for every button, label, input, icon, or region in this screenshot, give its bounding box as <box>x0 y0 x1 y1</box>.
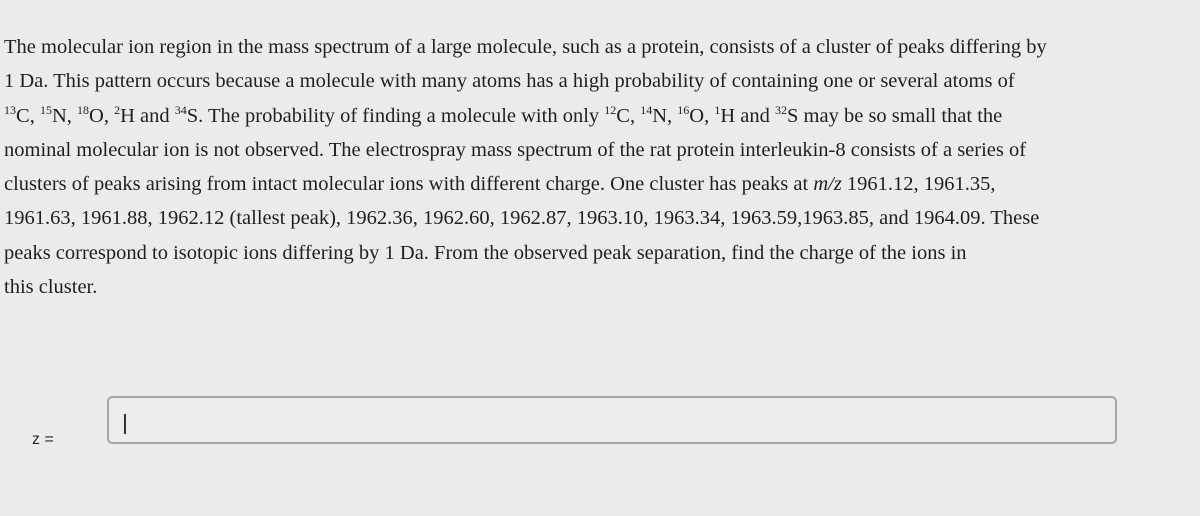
question-line-2: 1 Da. This pattern occurs because a molecule with many atoms has a high probability of containing one or several atoms of <box>4 70 1015 93</box>
question-line-8: this cluster. <box>4 276 98 299</box>
question-line-3: $^{13}$C, $^{15}$N, $^{18}$O, $^2$H and $^{34}$S. The probability of finding a molecule with only $^{12}$C, $^{14}$N, $^{16}$O, $^1$H and $^{32}$S may be so small that the <box>4 102 1003 127</box>
question-text <box>4 30 1179 304</box>
mz-symbol: m/z <box>813 173 842 196</box>
isotope-16o: $^{16}$O <box>677 102 705 127</box>
isotope-14n: $^{14}$N <box>640 102 668 127</box>
question-line-1: The molecular ion region in the mass spectrum of a large molecule, such as a protein, consists of a cluster of peaks differing by <box>4 36 1047 58</box>
isotope-13c: $^{13}$C <box>4 102 30 127</box>
charge-answer-input[interactable] <box>107 396 1117 444</box>
question-line-7: peaks correspond to isotopic ions differing by 1 Da. From the observed peak separation, find the charge of the ions in <box>4 241 967 264</box>
isotope-2h: $^2$H <box>114 102 135 127</box>
isotope-1h: $^1$H <box>714 102 736 127</box>
isotope-18o: $^{18}$O <box>77 102 104 127</box>
answer-row <box>32 396 1120 450</box>
text-cursor <box>124 414 126 434</box>
isotope-15n: $^{15}$N <box>39 102 67 127</box>
question-line-5: clusters of peaks arising from intact molecular ions with different charge. One cluster has peaks at m/z 1961.12, 1961.35, <box>4 173 996 196</box>
charge-label: z = <box>32 431 54 448</box>
isotope-12c: $^{12}$C <box>604 102 630 127</box>
question-line-4: nominal molecular ion is not observed. The electrospray mass spectrum of the rat protein interleukin-8 consists of a series of <box>4 138 1027 161</box>
isotope-32s: $^{32}$S <box>775 102 799 127</box>
isotope-34s: $^{34}$S <box>174 102 199 127</box>
question-line-6: 1961.63, 1961.88, 1962.12 (tallest peak), 1962.36, 1962.60, 1962.87, 1963.10, 1963.34, 1963.59,1963.85, and 1964.09. These <box>4 207 1040 230</box>
